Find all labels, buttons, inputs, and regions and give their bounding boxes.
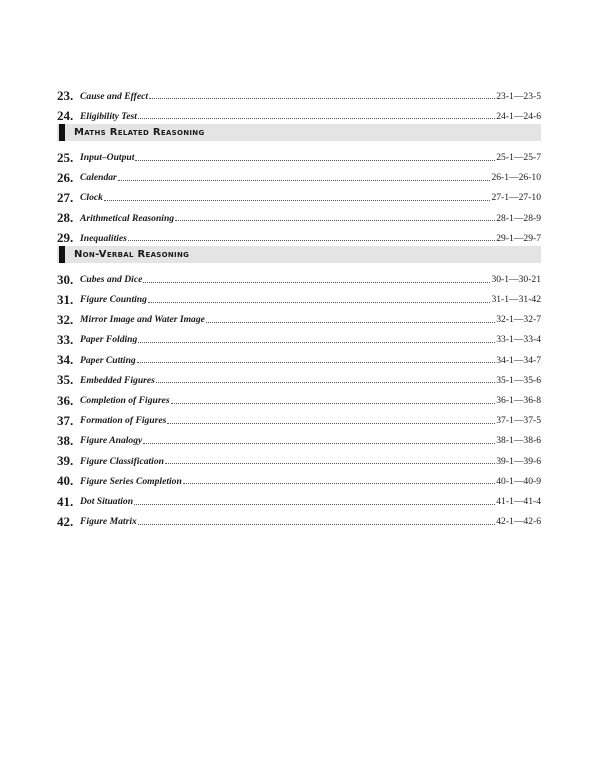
dot-leader	[143, 442, 495, 444]
chapter-number: 29.	[57, 230, 74, 246]
dot-leader	[118, 179, 491, 181]
toc-entry[interactable]	[57, 286, 541, 306]
toc-entry[interactable]	[57, 346, 541, 366]
page-range: 28-1—28-9	[496, 212, 541, 224]
chapter-number: 42.	[57, 513, 74, 529]
toc-entry[interactable]	[57, 184, 541, 204]
page-range: 30-1—30-21	[491, 273, 541, 285]
toc-entry[interactable]	[57, 143, 541, 163]
chapter-title: Clock	[80, 192, 103, 204]
section-header-nonverbal	[57, 246, 541, 263]
page-range: 36-1—36-8	[496, 395, 541, 407]
chapter-number: 24.	[57, 108, 74, 124]
page-range: 37-1—37-5	[496, 415, 541, 427]
chapter-title: Eligibility Test	[80, 110, 137, 122]
dot-leader	[148, 301, 491, 303]
chapter-number: 26.	[57, 169, 74, 185]
chapter-title: Paper Cutting	[80, 354, 136, 366]
chapter-number: 33.	[57, 332, 74, 348]
chapter-number: 36.	[57, 392, 74, 408]
dot-leader	[138, 117, 495, 119]
page-range: 38-1—38-6	[496, 435, 541, 447]
page-range: 23-1—23-5	[496, 90, 541, 102]
dot-leader	[128, 239, 495, 241]
dot-leader	[137, 361, 496, 363]
toc-entry[interactable]	[57, 164, 541, 184]
page-range: 42-1—42-6	[496, 516, 541, 528]
chapter-title: Dot Situation	[80, 495, 134, 507]
chapter-title: Figure Series Completion	[80, 475, 182, 487]
chapter-number: 31.	[57, 291, 74, 307]
toc-entry[interactable]	[57, 427, 541, 447]
page-range: 33-1—33-4	[496, 334, 541, 346]
section-marker	[59, 246, 65, 263]
toc-entry[interactable]	[57, 487, 541, 507]
dot-leader	[167, 422, 495, 424]
page-range: 27-1—27-10	[491, 192, 541, 204]
dot-leader	[104, 199, 491, 201]
chapter-number: 32.	[57, 311, 74, 327]
toc-entry[interactable]	[57, 265, 541, 285]
chapter-title: Figure Matrix	[80, 516, 137, 528]
chapter-title: Formation of Figures	[80, 415, 167, 427]
dot-leader	[156, 381, 495, 383]
dot-leader	[183, 482, 495, 484]
page-range: 25-1—25-7	[496, 151, 541, 163]
toc-entry[interactable]	[57, 407, 541, 427]
chapter-number: 35.	[57, 372, 74, 388]
toc-group-reasoning	[57, 82, 541, 122]
chapter-number: 39.	[57, 453, 74, 469]
dot-leader	[138, 523, 495, 525]
chapter-number: 30.	[57, 271, 74, 287]
chapter-title: Cause and Effect	[80, 90, 149, 102]
chapter-title: Figure Counting	[80, 294, 147, 306]
toc-group-maths	[57, 143, 541, 244]
toc-entry[interactable]	[57, 306, 541, 326]
dot-leader	[138, 341, 495, 343]
toc-entry[interactable]	[57, 508, 541, 528]
toc-entry[interactable]	[57, 204, 541, 224]
chapter-title: Input–Output	[80, 151, 135, 163]
chapter-number: 41.	[57, 493, 74, 509]
page-range: 24-1—24-6	[496, 110, 541, 122]
dot-leader	[143, 281, 490, 283]
section-marker	[59, 124, 65, 141]
chapter-number: 27.	[57, 189, 74, 205]
page-range: 29-1—29-7	[496, 232, 541, 244]
section-title: Non-Verbal Reasoning	[74, 249, 190, 261]
toc-group-nonverbal	[57, 265, 541, 527]
dot-leader	[175, 219, 495, 221]
page-range: 41-1—41-4	[496, 495, 541, 507]
page-range: 31-1—31-42	[491, 294, 541, 306]
chapter-title: Cubes and Dice	[80, 273, 143, 285]
toc-entry[interactable]	[57, 82, 541, 102]
chapter-title: Paper Folding	[80, 334, 138, 346]
page-range: 39-1—39-6	[496, 455, 541, 467]
toc-entry[interactable]	[57, 386, 541, 406]
chapter-title: Embedded Figures	[80, 374, 155, 386]
page-range: 26-1—26-10	[491, 172, 541, 184]
chapter-title: Mirror Image and Water Image	[80, 314, 205, 326]
chapter-number: 23.	[57, 88, 74, 104]
chapter-title: Figure Analogy	[80, 435, 143, 447]
toc-entry[interactable]	[57, 467, 541, 487]
dot-leader	[165, 462, 495, 464]
page-range: 40-1—40-9	[496, 475, 541, 487]
dot-leader	[135, 159, 495, 161]
dot-leader	[206, 321, 495, 323]
page-range: 32-1—32-7	[496, 314, 541, 326]
chapter-number: 37.	[57, 412, 74, 428]
toc-entry[interactable]	[57, 366, 541, 386]
chapter-number: 38.	[57, 433, 74, 448]
toc-entry[interactable]	[57, 102, 541, 122]
chapter-title: Figure Classification	[80, 455, 164, 467]
toc-entry[interactable]	[57, 326, 541, 346]
dot-leader	[171, 402, 496, 404]
chapter-title: Inequalities	[80, 232, 127, 244]
chapter-title: Completion of Figures	[80, 395, 170, 407]
chapter-number: 34.	[57, 352, 74, 368]
section-title: Maths Related Reasoning	[74, 127, 205, 139]
section-header-maths	[57, 124, 541, 141]
toc-entry[interactable]	[57, 447, 541, 467]
chapter-title: Calendar	[80, 172, 117, 184]
chapter-number: 28.	[57, 210, 74, 226]
chapter-number: 40.	[57, 473, 74, 489]
toc-entry[interactable]	[57, 224, 541, 244]
page-range: 35-1—35-6	[496, 374, 541, 386]
table-of-contents	[57, 82, 541, 528]
dot-leader	[134, 503, 495, 505]
chapter-title: Arithmetical Reasoning	[80, 212, 175, 224]
dot-leader	[149, 97, 495, 99]
page-range: 34-1—34-7	[496, 354, 541, 366]
chapter-number: 25.	[57, 149, 74, 165]
